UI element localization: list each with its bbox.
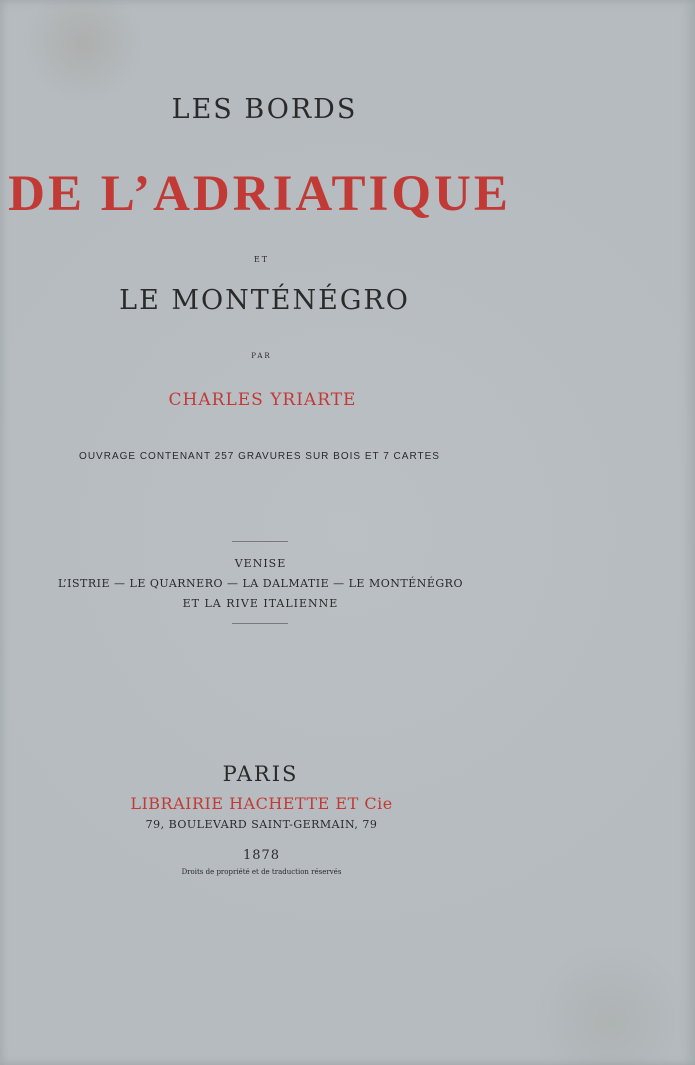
title-line-3: LE MONTÉNÉGRO [119,285,410,316]
title-conjunction: ET [253,255,270,264]
imprint-rights: Droits de propriété et de traduction réservés [181,868,342,876]
imprint-year: 1878 [242,848,281,863]
title-line-1: LES BORDS [171,94,358,125]
divider-top [232,541,288,542]
imprint-address: 79, BOULEVARD SAINT-GERMAIN, 79 [145,818,378,831]
author-name: CHARLES YRIARTE [168,390,357,410]
title-line-2: DE L’ADRIATIQUE [8,166,511,222]
imprint-publisher: LIBRAIRIE HACHETTE ET Cie [130,794,393,813]
region-line-1: VENISE [234,557,287,570]
region-line-3: ET LA RIVE ITALIENNE [182,597,339,610]
by-label: PAR [251,352,272,360]
divider-bottom [232,623,288,624]
region-line-2: L’ISTRIE — LE QUARNERO — LA DALMATIE — LE MONTÉNÉGRO [58,577,463,590]
contents-note: OUVRAGE CONTENANT 257 GRAVURES SUR BOIS ET 7 CARTES [79,451,440,462]
imprint-city: PARIS [222,762,299,786]
